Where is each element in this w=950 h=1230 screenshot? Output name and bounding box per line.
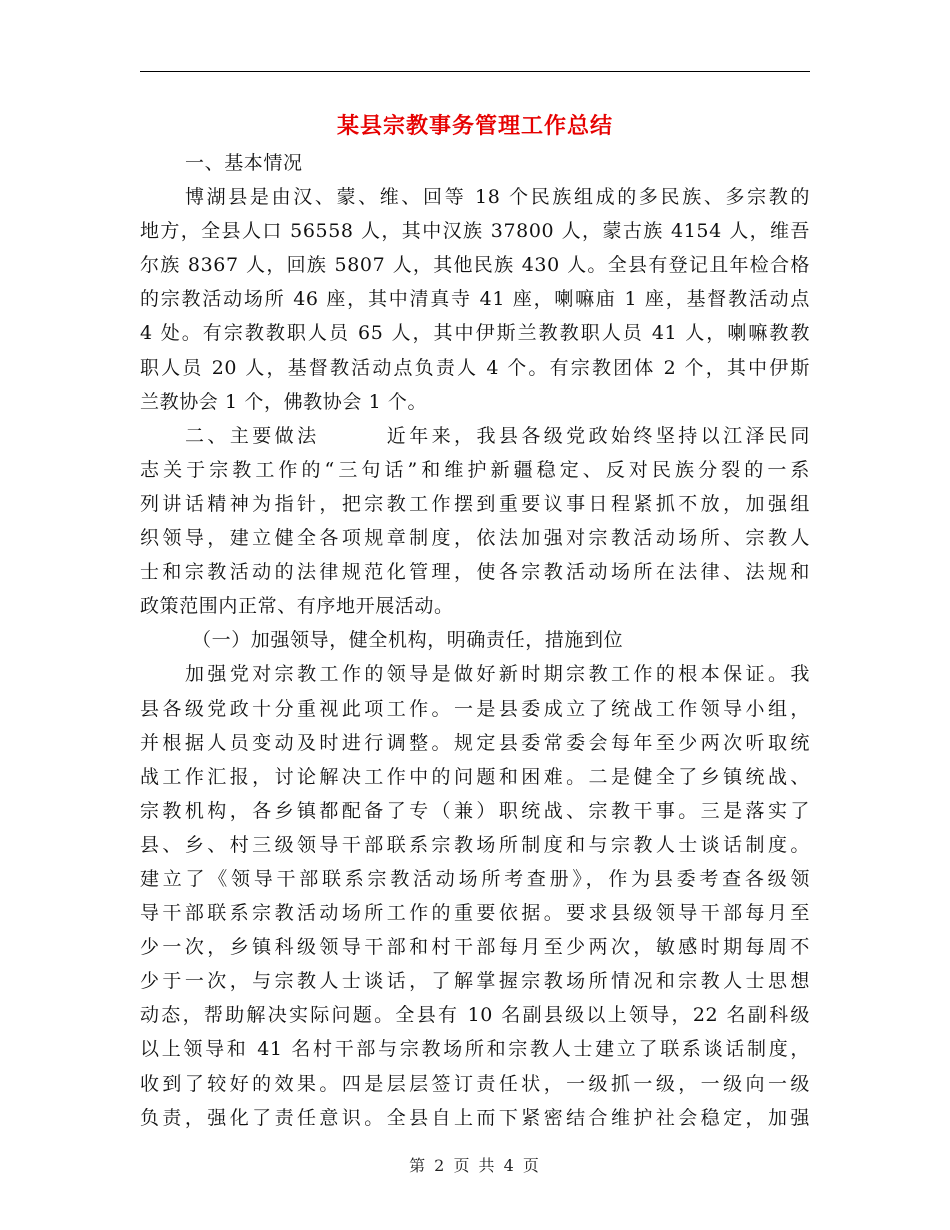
body-line: 少一次，乡镇科级领导干部和村干部每月至少两次，敏感时期每周不: [140, 936, 810, 959]
header-rule: [140, 71, 810, 72]
body-line: 宗教机构，各乡镇都配备了专（兼）职统战、宗教干事。三是落实了: [140, 799, 810, 822]
body-line: 职人员 20 人，基督教活动点负责人 4 个。有宗教团体 2 个，其中伊斯: [140, 356, 810, 379]
body-line: 收到了较好的效果。四是层层签订责任状，一级抓一级，一级向一级: [140, 1072, 810, 1095]
document-title: 某县宗教事务管理工作总结: [336, 113, 613, 139]
body-line: 尔族 8367 人，回族 5807 人，其他民族 430 人。全县有登记且年检合格: [140, 254, 810, 277]
body-line: 一、基本情况: [185, 152, 303, 174]
body-line: 动态，帮助解决实际问题。全县有 10 名副县级以上领导，22 名副科级: [140, 1004, 810, 1027]
body-line: 志关于宗教工作的“三句话”和维护新疆稳定、反对民族分裂的一系: [140, 458, 810, 481]
body-line: 织领导，建立健全各项规章制度，依法加强对宗教活动场所、宗教人: [140, 527, 810, 550]
body-line: 博湖县是由汉、蒙、维、回等 18 个民族组成的多民族、多宗教的: [185, 186, 810, 209]
body-line: 战工作汇报，讨论解决工作中的问题和困难。二是健全了乡镇统战、: [140, 765, 810, 788]
page-footer: 第 2 页 共 4 页: [409, 1156, 541, 1175]
body-line: 地方，全县人口 56558 人，其中汉族 37800 人，蒙古族 4154 人，维吾: [140, 220, 810, 243]
body-line: 政策范围内正常、有序地开展活动。: [140, 595, 454, 618]
document-body: [140, 146, 810, 1135]
body-line: 兰教协会 1 个，佛教协会 1 个。: [140, 390, 428, 413]
body-line: 以上领导和 41 名村干部与宗教场所和宗教人士建立了联系谈话制度，: [140, 1038, 810, 1061]
body-line: 县、乡、村三级领导干部联系宗教场所制度和与宗教人士谈话制度。: [140, 833, 810, 856]
body-line: （一）加强领导，健全机构，明确责任，措施到位: [192, 629, 624, 652]
body-line: 县各级党政十分重视此项工作。一是县委成立了统战工作领导小组，: [140, 697, 810, 720]
body-line: 4 处。有宗教教职人员 65 人，其中伊斯兰教教职人员 41 人，喇嘛教教: [140, 322, 810, 345]
body-line: 并根据人员变动及时进行调整。规定县委常委会每年至少两次听取统: [140, 731, 810, 754]
body-line: 建立了《领导干部联系宗教活动场所考查册》，作为县委考查各级领: [140, 867, 810, 890]
body-line: 二、主要做法 近年来，我县各级党政始终坚持以江泽民同: [185, 424, 810, 447]
body-line: 士和宗教活动的法律规范化管理，使各宗教活动场所在法律、法规和: [140, 561, 810, 584]
body-line: 导干部联系宗教活动场所工作的重要依据。要求县级领导干部每月至: [140, 902, 810, 925]
body-line: 列讲话精神为指针，把宗教工作摆到重要议事日程紧抓不放，加强组: [140, 492, 810, 515]
body-line: 加强党对宗教工作的领导是做好新时期宗教工作的根本保证。我: [185, 663, 810, 686]
body-line: 的宗教活动场所 46 座，其中清真寺 41 座，喇嘛庙 1 座，基督教活动点: [140, 288, 810, 311]
body-line: 负责，强化了责任意识。全县自上而下紧密结合维护社会稳定，加强: [140, 1106, 810, 1129]
body-line: 少于一次，与宗教人士谈话，了解掌握宗教场所情况和宗教人士思想: [140, 970, 810, 993]
